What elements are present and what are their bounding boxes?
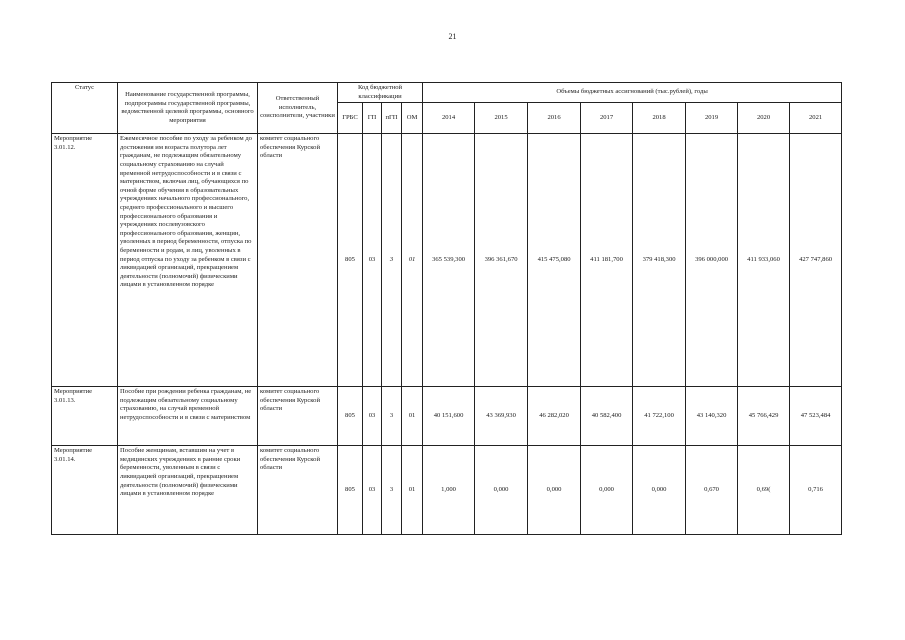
header-row-top bbox=[52, 83, 842, 103]
row-value-2019: 0,670 bbox=[686, 446, 738, 535]
table-row bbox=[52, 446, 842, 535]
header-year-2021: 2021 bbox=[790, 103, 842, 134]
row-value-2017: 0,000 bbox=[581, 446, 633, 535]
row-value-2021: 0,716 bbox=[790, 446, 842, 535]
row-code-pgp: 3 bbox=[382, 387, 402, 446]
row-code-om: 01 bbox=[402, 134, 423, 387]
row-responsible: комитет социального обеспечения Курской области bbox=[258, 387, 338, 446]
row-name: Ежемесячное пособие по уходу за ребенком до достижения им возраста полутора лет гражданам, не подлежащим обязательному социальному страхованию на случай временной нетрудоспособности и в связи с материнством, включая лиц, обучающихся по очной форме обучения в образовательных учреждениях начального профессионального, среднего профессионального и высшего профессионального образования и учреждениях послевузовского профессионального образования, женщин, уволенных в период беременности, отпуска по беременности и родам, и лиц, уволенных в период отпуска по уходу за ребенком в связи с ликвидацией организаций, прекращением деятельности (полномочий) физическими лицами в установленном порядке bbox=[118, 134, 258, 387]
row-value-2018: 379 418,300 bbox=[633, 134, 686, 387]
header-budget-code: Код бюджетной классификации bbox=[338, 83, 423, 103]
row-value-2018: 0,000 bbox=[633, 446, 686, 535]
header-code-gp: ГП bbox=[363, 103, 382, 134]
header-status: Статус bbox=[52, 83, 118, 134]
row-value-2015: 43 369,930 bbox=[475, 387, 528, 446]
row-status: Мероприятие 3.01.14. bbox=[52, 446, 118, 535]
row-value-2018: 41 722,100 bbox=[633, 387, 686, 446]
header-year-2018: 2018 bbox=[633, 103, 686, 134]
row-value-2021: 47 523,484 bbox=[790, 387, 842, 446]
row-value-2016: 0,000 bbox=[528, 446, 581, 535]
row-code-grbs: 805 bbox=[338, 387, 363, 446]
header-year-2019: 2019 bbox=[686, 103, 738, 134]
row-status: Мероприятие 3.01.12. bbox=[52, 134, 118, 387]
header-volumes: Объемы бюджетных ассигнований (тыс.рублей), годы bbox=[423, 83, 842, 103]
row-code-grbs: 805 bbox=[338, 134, 363, 387]
row-value-2016: 415 475,080 bbox=[528, 134, 581, 387]
header-year-2020: 2020 bbox=[738, 103, 790, 134]
budget-table bbox=[51, 82, 842, 535]
row-value-2017: 40 582,400 bbox=[581, 387, 633, 446]
header-year-2017: 2017 bbox=[581, 103, 633, 134]
row-name: Пособие женщинам, вставшим на учет в медицинских учреждениях в ранние сроки беременности, уволенным в связи с ликвидацией организаций, прекращением деятельности (полномочий) физическими лицами в установленном порядке bbox=[118, 446, 258, 535]
row-value-2015: 0,000 bbox=[475, 446, 528, 535]
row-value-2020: 411 933,060 bbox=[738, 134, 790, 387]
header-code-grbs: ГРБС bbox=[338, 103, 363, 134]
row-value-2014: 1,000 bbox=[423, 446, 475, 535]
row-code-grbs: 805 bbox=[338, 446, 363, 535]
header-code-om: ОМ bbox=[402, 103, 423, 134]
table-row bbox=[52, 134, 842, 387]
row-name: Пособие при рождении ребенка гражданам, не подлежащим обязательному социальному страхованию, на случай временной нетрудоспособности и в связи с материнством bbox=[118, 387, 258, 446]
row-value-2014: 40 151,600 bbox=[423, 387, 475, 446]
row-value-2019: 43 140,320 bbox=[686, 387, 738, 446]
row-code-gp: 03 bbox=[363, 134, 382, 387]
row-value-2020: 45 766,429 bbox=[738, 387, 790, 446]
row-responsible: комитет социального обеспечения Курской области bbox=[258, 446, 338, 535]
row-code-gp: 03 bbox=[363, 387, 382, 446]
header-year-2016: 2016 bbox=[528, 103, 581, 134]
header-code-pgp: пГП bbox=[382, 103, 402, 134]
row-value-2020: 0,69( bbox=[738, 446, 790, 535]
row-code-gp: 03 bbox=[363, 446, 382, 535]
row-code-om: 01 bbox=[402, 387, 423, 446]
row-status: Мероприятие 3.01.13. bbox=[52, 387, 118, 446]
page-number: 21 bbox=[448, 32, 457, 41]
row-responsible: комитет социального обеспечения Курской области bbox=[258, 134, 338, 387]
row-code-pgp: 3 bbox=[382, 134, 402, 387]
header-year-2015: 2015 bbox=[475, 103, 528, 134]
row-value-2014: 365 539,300 bbox=[423, 134, 475, 387]
row-code-om: 01 bbox=[402, 446, 423, 535]
header-year-2014: 2014 bbox=[423, 103, 475, 134]
row-value-2019: 396 000,000 bbox=[686, 134, 738, 387]
table-row bbox=[52, 387, 842, 446]
row-value-2015: 396 361,670 bbox=[475, 134, 528, 387]
row-value-2017: 411 181,700 bbox=[581, 134, 633, 387]
row-value-2021: 427 747,860 bbox=[790, 134, 842, 387]
header-responsible: Ответственный исполнитель, соисполнители, участники bbox=[258, 83, 338, 134]
row-code-pgp: 3 bbox=[382, 446, 402, 535]
row-value-2016: 46 282,020 bbox=[528, 387, 581, 446]
header-name: Наименование государственной программы, подпрограммы государственной программы, ведомственной целевой программы, основного мероприятия bbox=[118, 83, 258, 134]
